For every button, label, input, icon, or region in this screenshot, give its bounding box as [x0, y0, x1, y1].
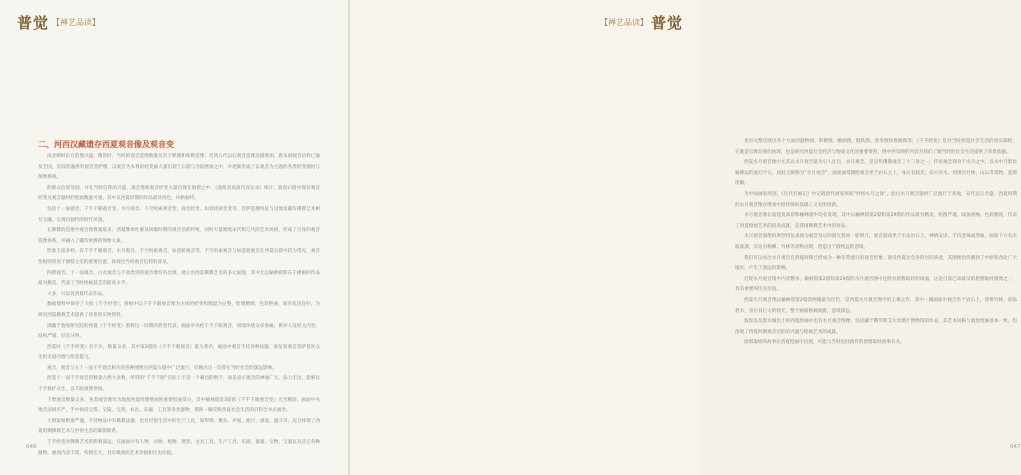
body-paragraph: 南北朝时东方造像兴盛，隋唐时，当时的观音造像数量仅次于释迦和弥勒造像；但到五代以后观音造像急剧增加，唐宋间观音信仰已遍及全国，民间普遍供奉观音菩萨像，以观音为本尊的经变画大量出现于石窟与寺院壁画之中，并逐渐形成了以观音为主题的各类经变题材与图像系统。 [38, 154, 320, 181]
body-paragraph: 水月观音图像的典型特征表现为观音身后的圆光犹如一轮明月，观音游戏坐于水边岩石上，神情安详，手持念珠或净瓶，画面下方有水波荡漾，旁边有杨柳、竹林等景物点缀，营造出宁静致远的意境。 [735, 234, 1017, 250]
body-paragraph: 在佛教的造像中观音像数量最多，西夏继承吐蕃及回鹘时期的观音信仰传统，同时大量吸收宋代和辽代的艺术风格，形成了自身的观音造像体系，并融入了藏传密教的图像元素。 [38, 228, 320, 244]
left-text-column [38, 152, 320, 459]
body-paragraph: 西夏水月观音像中尤其以水月观音最为引人注目，水月观音，是汉传佛教观音三十三身之一，传说观音现身于水月之中，以水中月影比喻佛法的虚幻不实，因此又被称为“水月观音”，画面通常描绘观音坐于岩石之上，身后有圆光，前方有水，周围有竹林、山石等景物，意境清幽。 [735, 160, 1017, 187]
column-tag: 【禅艺品读】 [52, 18, 101, 27]
body-paragraph: 西夏时《千手经变》有不少，数量众多，其中第3窟的《千手千眼观音》最为著名，画面中观音手持各种法器，象征着观音菩萨普度众生的无量功德与慈悲愿力。 [38, 344, 320, 361]
body-paragraph: 西夏水月观音像以榆林窟第2窟的两铺最为出色，是西夏水月观音像中的上乘之作，其中一铺画面中观音坐于岩石上，背倚竹林，前临碧水，身后有巨大的圆光，整个画面格调高雅，意境深远。 [735, 297, 1017, 314]
body-paragraph: 我们可以看出水月观音在西夏时期已经成为一种非常流行的观音形象，深受西夏社会各阶层的喜爱，其图像也传播到了中原和西北广大地区，产生了深远的影响。 [735, 255, 1017, 272]
body-paragraph: 唐僧取经的故事在西夏壁画中出现，可能与当时民间流传的唐僧取经故事有关。 [744, 340, 905, 346]
body-paragraph: 西夏十一面千手观音的数量占绝大多数，所谓的“千手千眼”实际上不是一个确切的数字，而是表示观音的神通广大、法力无边，能够以千手救护众生，以千眼观照世间。 [38, 376, 320, 393]
body-paragraph: 大多，可以说西夏代表作品。 [47, 291, 107, 297]
body-paragraph: 敦煌以及黑水城出土的西夏绘画中也有水月观音图像，包括藏于俄罗斯艾尔米塔什博物馆的作品，其艺术风格与敦煌壁画基本一致，均体现了西夏时期观音信仰的兴盛与绘画艺术的成就。 [735, 319, 1017, 335]
body-paragraph: 也有完整反映出各个方面的器物图、犁耕图、酿酒图、锻铁图、舂米图和推磨图等，《千手经变》是对当时西夏社会生活的真实描绘，它既是宗教信仰的体现，也是研究西夏社会经济与物质文化的重要资料，图中所反映的内容为我们了解当时的社会生活提供了珍贵依据。 [735, 139, 1017, 155]
body-paragraph: 四臂观音、十一面观音、白衣观音与不同类别的观音像均有出现，展示出西夏佛教艺术的多元面貌，其中尤以榆林窟和东千佛洞的作品最为精美，代表了当时绘画技艺的最高水平。 [38, 270, 320, 287]
right-page [350, 0, 1021, 475]
body-paragraph: 数据资料中保存了大批《千手经变》，图纸中以千手千眼观音像为主体的经变构图最为完整，绘制精细，色彩艳丽，保存状况良好，为研究西夏佛教艺术提供了珍贵的实物资料。 [38, 302, 320, 318]
left-header [17, 12, 103, 33]
body-paragraph: 千臂观音数量众多，各类观音像作为敦煌西夏时期壁画的重要组成部分，其中榆林窟第3窟的《千手千眼观音变》尤为精彩，画面中央观音法相庄严，手中执持宝塔、宝镜、宝剑、农具、乐器、工具等各类器物，堪称一幅反映西夏社会生活的百科全书式画卷。 [38, 397, 320, 414]
body-paragraph: 现藏于敦煌研究院的西夏《千手经变》堪称这一时期的典型代表，画面中央绘千手千眼观音，周围环绕众多眷属、供养人及经文内容，结构严谨，层次分明。 [38, 323, 320, 340]
body-paragraph: 千手经变对佛教艺术的影响深远，在画面中有人物、动物、植物、建筑、文具工具、生产工具、乐器、量器、宝物、宝器以及其它各种器物，画面内容丰富，构图宏大，具有极高的艺术价值和历史价值。 [38, 440, 320, 456]
column-tag: 【禅艺品读】 [599, 18, 648, 27]
body-paragraph: 为中国画家所创，《历代名画记》中记载唐代画家周昉“妙创水月之体”，此后水月观音题材广泛流行于各地，宋代以后尤盛，西夏时期的水月观音像在继承中原传统的基础上又有所创新。 [735, 191, 1017, 208]
body-paragraph: 水月观音像在敦煌莫高窟和榆林窟中均有发现，其中以榆林窟第2窟和第29窟的作品最为精美，构图严谨，线条流畅，色彩雅致，代表了西夏绘画艺术的较高成就，是我国佛教艺术中的珍品。 [735, 213, 1017, 229]
magazine-logo: 普觉 [17, 14, 50, 32]
body-paragraph: 形象丰富多样，有千手千眼观音、水月观音、不空绢索观音、如意轮观音等，不空绢索观音与如意轮观音在西夏石窟中较为常见，观音变相则常见于洞窟主室的重要位置，体现出当时观音信仰的普及。 [38, 249, 320, 265]
magazine-logo: 普觉 [650, 14, 683, 32]
left-page [0, 0, 350, 475]
body-paragraph: 的群众信仰基础，并在当时信仰的兴盛，观音像和观音经变大量出现在洞窟之中，《敦煌莫高窟内容总录》统计，敦煌石窟中现存观音经变及观音题材的壁画数量可观，其中以西夏时期的作品最具特色，风格独特。 [38, 185, 320, 202]
section-title: 二、河西汉藏遗存西夏观音像及观音变 [38, 140, 174, 149]
body-paragraph: 大图案相繁密严谨，手持物品中有佛教法器，也有世俗生活中的生产工具，如犁铧、锄头、斧锯、曲尺、酒壶、量斗等，充分体现了西夏时期佛教艺术与世俗生活的紧密联系。 [38, 418, 320, 435]
right-header [597, 12, 683, 33]
body-paragraph: 包括十一面观音、千手千眼观音变、水月观音、不空绢索观音变、观音经变、如意轮观音变等，菩萨造像特征与汉地及藏传佛教艺术相互交融，呈现出独特的时代风貌。 [38, 206, 320, 223]
body-paragraph: 近现水月观音图中内容繁多，榆林窟第2窟和第29窟的水月观音图中还绘有唐僧取经的场面，这是目前已知最早的唐僧取经图像之一，具有重要的历史价值。 [735, 276, 1017, 293]
right-page-number: 047 [1010, 444, 1021, 450]
right-text-column [735, 137, 1017, 349]
body-paragraph: 观音，观音与五十一面千手观音相关的各种图像在西夏石窟中广泛流行，反映出这一信仰在当时社会的深远影响。 [47, 365, 277, 371]
left-page-number: 046 [26, 444, 37, 450]
